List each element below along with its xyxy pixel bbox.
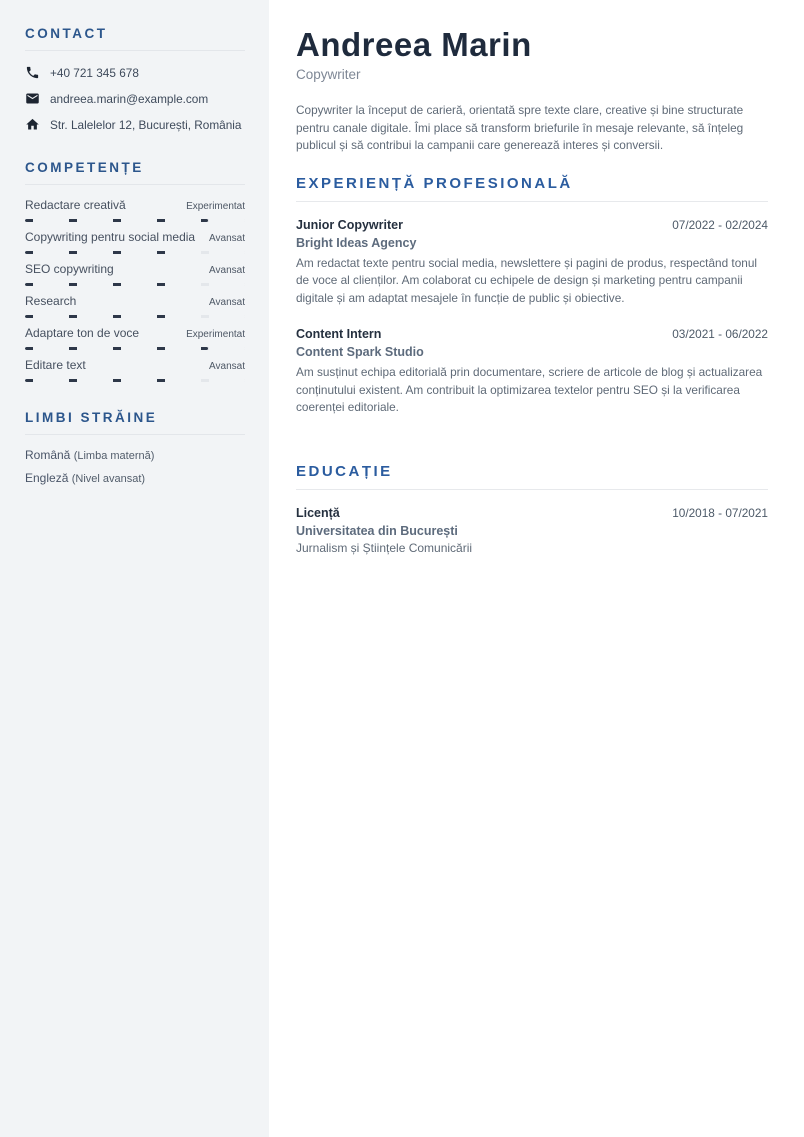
experience-entry <box>296 327 768 417</box>
skills-section <box>25 160 245 382</box>
skill-bar-ticks <box>25 283 245 286</box>
divider <box>25 434 245 435</box>
skill-name: Redactare creativă <box>25 198 126 212</box>
skill-bar-ticks <box>25 219 245 222</box>
job-description: Am susținut echipa editorială prin documentare, scriere de articole de blog și actualizarea conținutului existent. Am contribuit la optimizarea textelor pentru SEO și la verificarea coerenței editoriale. <box>296 365 763 414</box>
divider <box>296 489 768 490</box>
skill-level: Experimentat <box>186 329 245 340</box>
experience-section <box>296 175 768 417</box>
contact-heading: CONTACT <box>25 26 108 41</box>
language-note: (Nivel avansat) <box>71 473 146 485</box>
education-dates: 10/2018 - 07/2021 <box>672 505 768 520</box>
skill-bar-ticks <box>25 251 245 254</box>
language-name: Română <box>25 448 71 462</box>
languages-section <box>25 410 245 485</box>
languages-heading: LIMBI STRĂINE <box>25 410 158 425</box>
language-item <box>25 471 245 485</box>
company-name: Bright Ideas Agency <box>296 235 417 250</box>
job-title: Junior Copywriter <box>296 217 403 232</box>
home-icon <box>25 117 40 132</box>
contact-item-phone <box>25 65 245 80</box>
skill-bar <box>25 219 245 222</box>
divider <box>296 201 768 202</box>
divider <box>25 50 245 51</box>
language-note: (Limba maternă) <box>73 450 155 462</box>
skill-level: Avansat <box>209 233 245 244</box>
sidebar <box>0 0 269 1137</box>
skill-bar <box>25 251 245 254</box>
contact-list <box>25 65 245 132</box>
language-item <box>25 448 245 462</box>
contact-item-address <box>25 117 245 132</box>
candidate-name: Andreea Marin <box>296 26 532 63</box>
skill-level: Avansat <box>209 361 245 372</box>
contact-item-email <box>25 91 245 106</box>
skill-name: Research <box>25 294 77 308</box>
language-list <box>25 448 245 485</box>
skill-name: SEO copywriting <box>25 262 114 276</box>
skill-name: Editare text <box>25 358 86 372</box>
education-section <box>296 463 768 555</box>
skill-level: Avansat <box>209 265 245 276</box>
candidate-title: Copywriter <box>296 67 361 82</box>
job-dates: 07/2022 - 02/2024 <box>672 217 768 232</box>
skills-heading: COMPETENȚE <box>25 160 144 175</box>
job-description: Am redactat texte pentru social media, newslettere și pagini de produs, respectând tonul de voce al clienților. Am colaborat cu echipele de design și marketing pentru campanii digitale și am adaptat mesajele în funcție de public și obiective. <box>296 255 757 305</box>
profile-summary: Copywriter la început de carieră, orientată spre texte clare, creative și bine structurate pentru canale digitale. Îmi place să transform briefurile în mesaje relevante, să înțeleg publicul și să contribui la campanii care generează interes și conversii. <box>296 103 744 152</box>
skill-bar-ticks <box>25 315 245 318</box>
divider <box>25 184 245 185</box>
skill-item <box>25 198 245 222</box>
degree-name: Licență <box>296 505 340 520</box>
language-name: Engleză <box>25 471 69 485</box>
skill-item <box>25 294 245 318</box>
school-name: Universitatea din București <box>296 523 458 538</box>
phone-icon <box>25 65 40 80</box>
skill-bar <box>25 315 245 318</box>
education-entry <box>296 506 768 555</box>
skill-bar-ticks <box>25 379 245 382</box>
skill-name: Adaptare ton de voce <box>25 326 140 340</box>
email-icon <box>25 91 40 106</box>
skill-name: Copywriting pentru social media <box>25 230 196 244</box>
phone-text: +40 721 345 678 <box>50 65 139 80</box>
job-dates: 03/2021 - 06/2022 <box>672 327 768 341</box>
skill-list <box>25 198 245 382</box>
skill-item <box>25 262 245 286</box>
contact-section <box>25 26 245 132</box>
skill-level: Avansat <box>209 297 245 308</box>
education-heading: EDUCAȚIE <box>296 462 393 480</box>
experience-heading: EXPERIENȚĂ PROFESIONALĂ <box>296 174 573 192</box>
job-title: Content Intern <box>296 327 382 341</box>
skill-level: Experimentat <box>186 201 245 212</box>
company-name: Content Spark Studio <box>296 345 424 359</box>
skill-bar <box>25 283 245 286</box>
skill-item <box>25 358 245 382</box>
experience-entry <box>296 218 768 308</box>
address-text: Str. Lalelelor 12, București, România <box>50 117 242 132</box>
skill-item <box>25 230 245 254</box>
skill-bar <box>25 347 245 350</box>
skill-bar-ticks <box>25 347 245 350</box>
main-content <box>269 0 804 1137</box>
field-of-study: Jurnalism și Științele Comunicării <box>296 540 473 555</box>
skill-bar <box>25 379 245 382</box>
skill-item <box>25 326 245 350</box>
email-text: andreea.marin@example.com <box>50 91 209 106</box>
